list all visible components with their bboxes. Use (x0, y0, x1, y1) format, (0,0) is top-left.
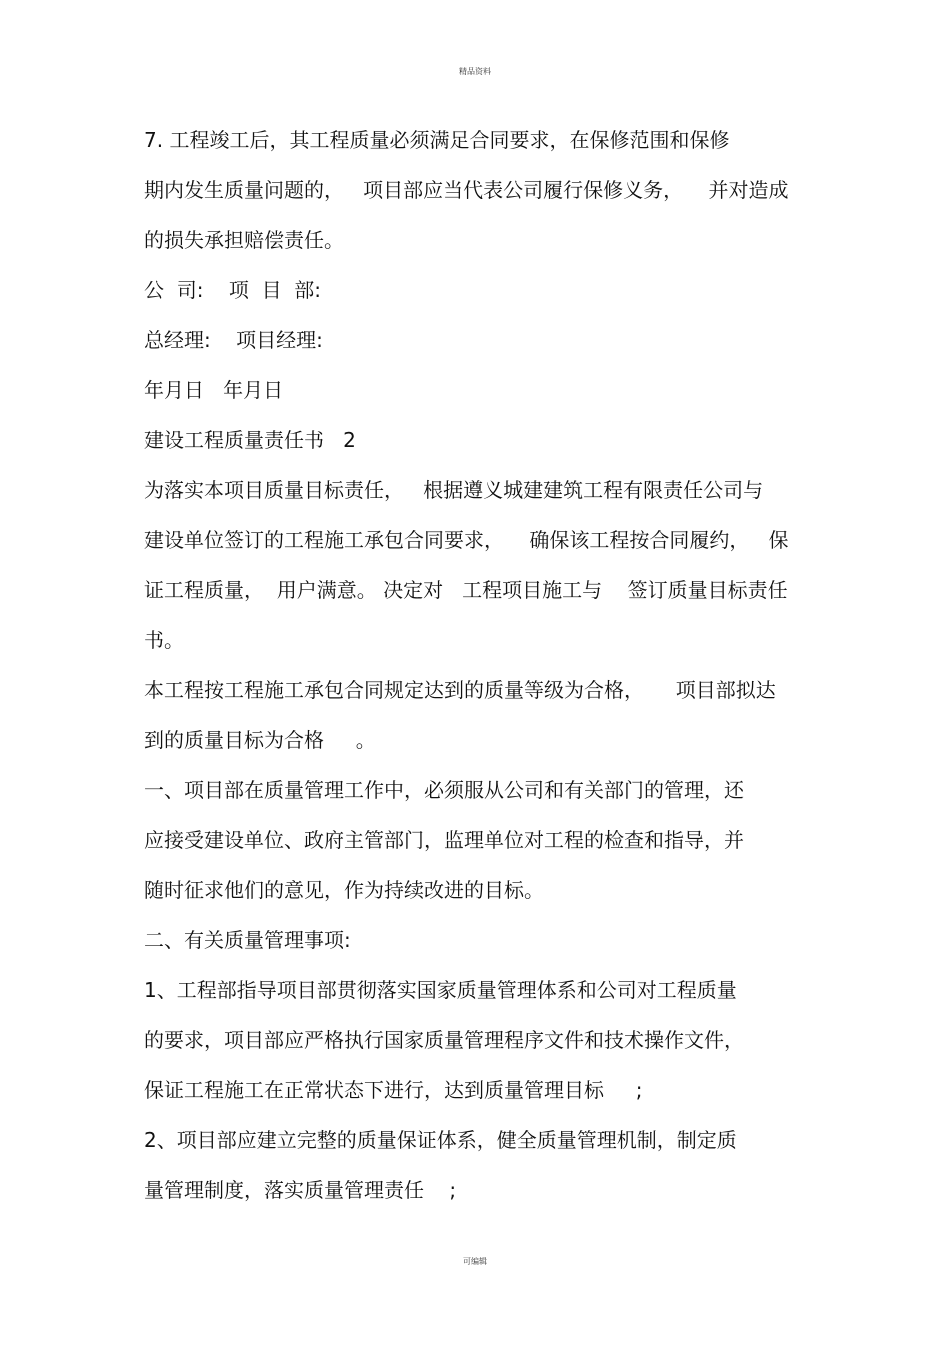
signature-line-company: 公 司: 项 目 部: (144, 278, 322, 302)
signature-line-manager: 总经理: 项目经理: (144, 328, 323, 352)
text-line: 的损失承担赔偿责任。 (144, 228, 344, 252)
section-title: 建设工程质量责任书 2 (144, 428, 356, 452)
text-line: 到的质量目标为合格 。 (144, 728, 376, 752)
text-line: 证工程质量， 用户满意。 决定对 工程项目施工与 签订质量目标责任 (144, 578, 788, 602)
text-line: 量管理制度，落实质量管理责任 ; (144, 1178, 457, 1202)
document-body (144, 124, 824, 1224)
page-header-note: 精品资料 (459, 67, 491, 76)
date-line: 年月日 年月日 (144, 378, 284, 402)
text-line: 建设单位签订的工程施工承包合同要求， 确保该工程按合同履约， 保 (144, 528, 789, 552)
text-line: 的要求，项目部应严格执行国家质量管理程序文件和技术操作文件， (144, 1028, 744, 1052)
text-line: 7. 工程竣工后，其工程质量必须满足合同要求，在保修范围和保修 (144, 128, 730, 152)
text-line: 1、工程部指导项目部贯彻落实国家质量管理体系和公司对工程质量 (144, 978, 737, 1002)
text-line: 期内发生质量问题的， 项目部应当代表公司履行保修义务， 并对造成 (144, 178, 789, 202)
text-line: 应接受建设单位、政府主管部门，监理单位对工程的检查和指导，并 (144, 828, 744, 852)
text-line: 随时征求他们的意见，作为持续改进的目标。 (144, 878, 544, 902)
text-line: 为落实本项目质量目标责任， 根据遵义城建建筑工程有限责任公司与 (144, 478, 764, 502)
text-line: 一、项目部在质量管理工作中，必须服从公司和有关部门的管理，还 (144, 778, 744, 802)
subsection-heading: 二、有关质量管理事项: (144, 928, 351, 952)
page-footer-note: 可编辑 (463, 1257, 487, 1266)
text-line: 本工程按工程施工承包合同规定达到的质量等级为合格， 项目部拟达 (144, 678, 776, 702)
text-line: 2、项目部应建立完整的质量保证体系，健全质量管理机制，制定质 (144, 1128, 737, 1152)
text-line: 保证工程施工在正常状态下进行，达到质量管理目标 ; (144, 1078, 643, 1102)
text-line: 书。 (144, 628, 184, 652)
